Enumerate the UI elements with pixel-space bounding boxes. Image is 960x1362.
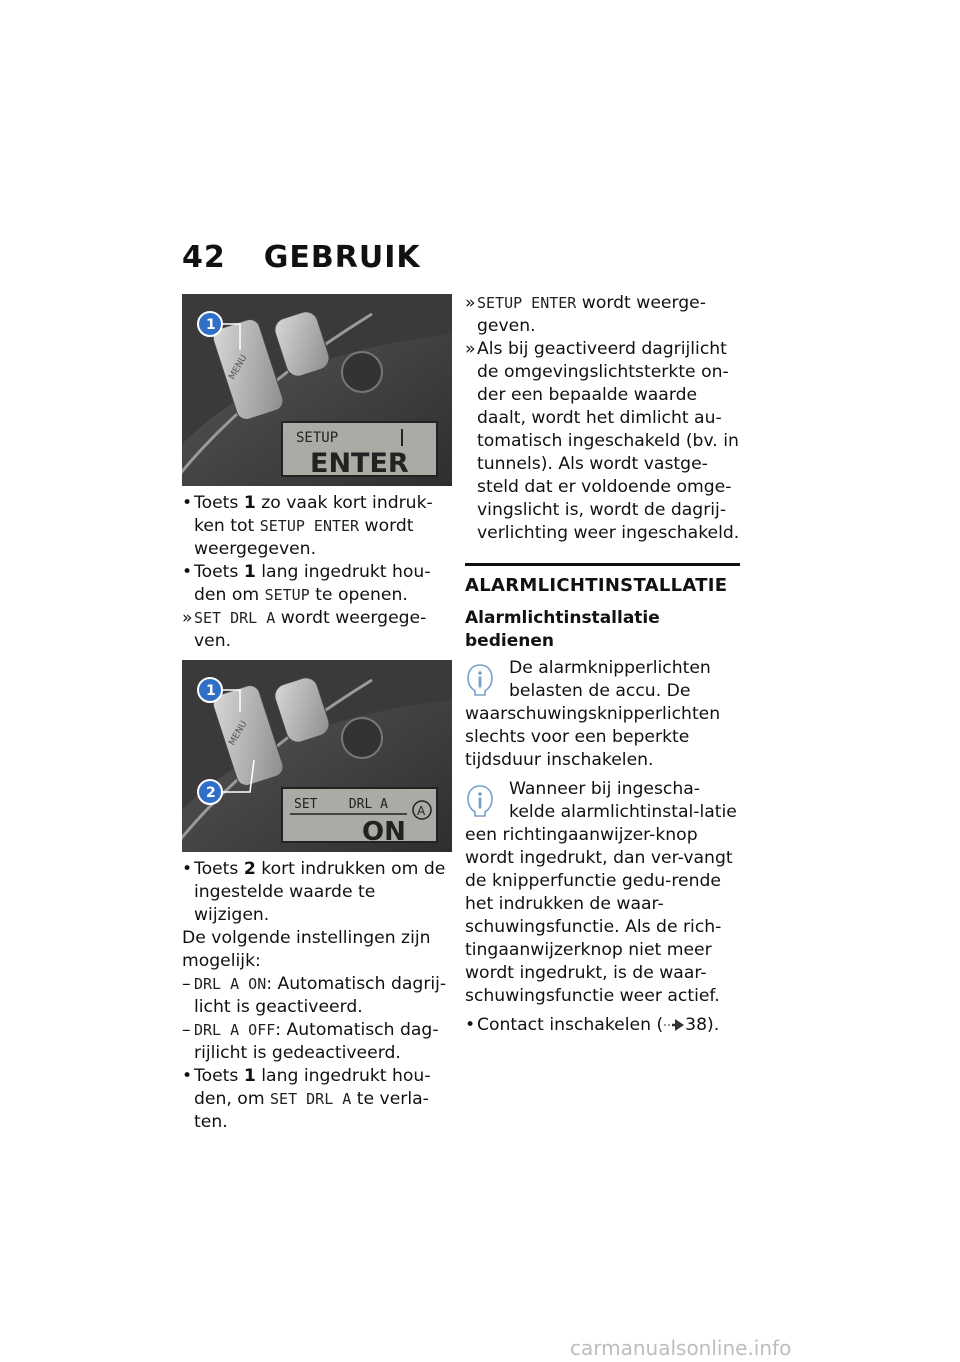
info-note: Wanneer bij ingescha-kelde alarmlichtinstal-latie een richtingaanwijzer-knop wordt ingedrukt, dan ver-vangt de knipperfunctie gedu-rende het indrukken de waar-schuwingsfunctie. Als de rich-tingaanwijzerknop niet meer wordt ingedrukt, is de waar-schuwingsfunctie weer actief. bbox=[465, 779, 737, 1006]
page-number: 42 bbox=[182, 240, 226, 275]
handlebar-controls-image bbox=[182, 660, 452, 852]
menu-label: MENU bbox=[227, 719, 250, 748]
result-item: » SETUP ENTER wordt weerge-geven. bbox=[465, 293, 706, 336]
figure-set-drl bbox=[182, 660, 452, 852]
bullet-marker: • bbox=[182, 562, 193, 582]
info-icon bbox=[465, 784, 495, 818]
bullet-item: • Contact inschakelen ( 38). bbox=[465, 1015, 720, 1035]
lcd-line2: ENTER bbox=[310, 448, 409, 479]
dash-marker: – bbox=[182, 1020, 191, 1040]
bullet-item: • Toets 1 lang ingedrukt hou-den, om SET DRL A te verla-ten. bbox=[182, 1066, 431, 1132]
page-header bbox=[182, 240, 421, 275]
bullet-item: • Toets 1 lang ingedrukt hou-den om SETUP te openen. bbox=[182, 562, 431, 605]
result-item: » Als bij geactiveerd dagrijlicht de omgevingslichtsterkte on-der een bepaalde waarde daalt, wordt het dimlicht au-tomatisch ingeschakeld (bv. in tunnels). Als wordt vastge-steld dat er voldoende omge-vingslicht is, wordt de dagrij-verlichting weer ingeschakeld. bbox=[465, 339, 740, 543]
figure-menu-button-setup bbox=[182, 294, 452, 486]
bullet-item: • Toets 2 kort indrukken om de ingestelde waarde te wijzigen. bbox=[182, 859, 446, 925]
bullet-marker: • bbox=[182, 493, 193, 513]
chapter-title: GEBRUIK bbox=[263, 240, 421, 275]
dash-item: – DRL A OFF: Automatisch dag-rijlicht is gedeactiveerd. bbox=[182, 1020, 439, 1063]
result-marker: » bbox=[465, 339, 476, 359]
bullet-marker: • bbox=[182, 859, 193, 879]
bullet-marker: • bbox=[465, 1015, 476, 1035]
result-item: » SET DRL A wordt weergege-ven. bbox=[182, 608, 427, 651]
callout-1: 1 bbox=[206, 683, 216, 699]
arrow-right-icon bbox=[663, 1018, 685, 1032]
section-divider bbox=[465, 563, 740, 566]
dash-marker: – bbox=[182, 974, 191, 994]
left-block-1 bbox=[182, 492, 452, 653]
lcd-line1: SETUP bbox=[296, 430, 339, 446]
subsection-title: Alarmlichtinstallatie bedienen bbox=[465, 608, 660, 651]
menu-label: MENU bbox=[227, 353, 250, 382]
result-marker: » bbox=[182, 608, 193, 628]
info-icon bbox=[465, 663, 495, 697]
lcd-value: ON bbox=[362, 817, 406, 847]
right-column bbox=[465, 292, 740, 1037]
result-marker: » bbox=[465, 293, 476, 313]
page-reference[interactable]: 38 bbox=[685, 1015, 708, 1035]
lcd-line1: SET DRL A bbox=[294, 797, 388, 812]
watermark: carmanualsonline.info bbox=[570, 1336, 792, 1360]
callout-2: 2 bbox=[206, 785, 216, 801]
paragraph: De volgende instellingen zijn mogelijk: bbox=[182, 928, 431, 971]
bullet-marker: • bbox=[182, 1066, 193, 1086]
handlebar-controls-image bbox=[182, 294, 452, 486]
left-block-2 bbox=[182, 858, 452, 1134]
bullet-item: • Toets 1 zo vaak kort indruk-ken tot SETUP ENTER wordt weergegeven. bbox=[182, 493, 433, 559]
lcd-badge: A bbox=[417, 804, 426, 818]
section-title: ALARMLICHTINSTALLATIE bbox=[465, 575, 728, 596]
dash-item: – DRL A ON: Automatisch dagrij-licht is geactiveerd. bbox=[182, 974, 447, 1017]
info-note: De alarmknipperlichten belasten de accu. De waarschuwingsknipperlichten slechts voor een beperkte tijdsduur inschakelen. bbox=[465, 658, 721, 770]
callout-1: 1 bbox=[206, 317, 216, 333]
